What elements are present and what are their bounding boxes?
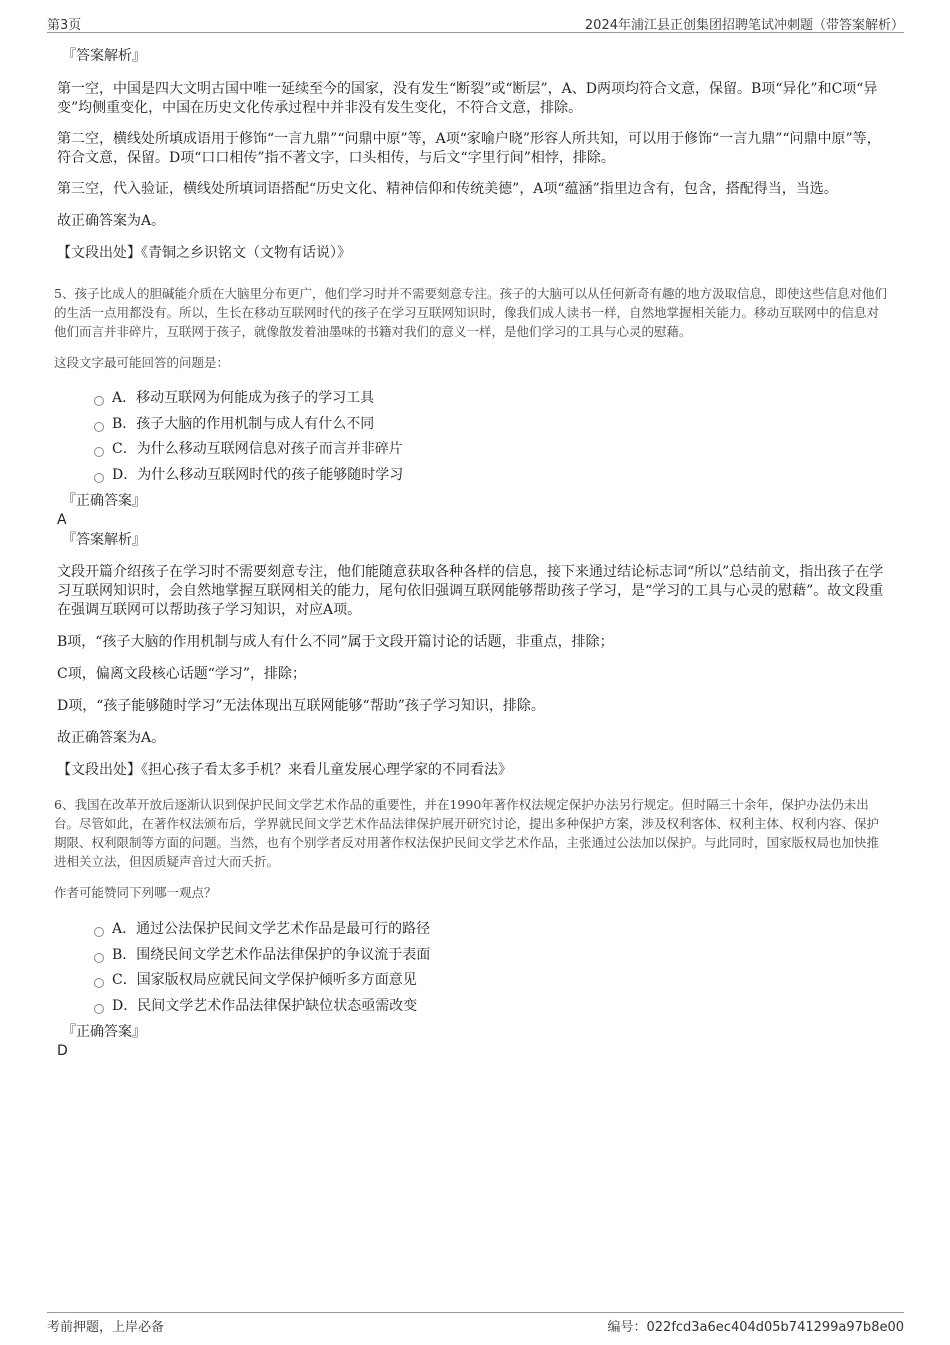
radio-icon[interactable] — [94, 1004, 104, 1014]
document-title: 2024年浦江县正创集团招聘笔试冲刺题（带答案解析） — [584, 18, 904, 33]
correct-answer-label: 『正确答案』 — [62, 1024, 146, 1040]
page-number: 第3页 — [47, 18, 82, 33]
analysis-label: 『答案解析』 — [62, 532, 146, 548]
analysis-conclusion: 故正确答案为A。 — [57, 213, 166, 229]
analysis-conclusion: 故正确答案为A。 — [57, 730, 166, 746]
option-a[interactable]: A．通过公法保护民间文学艺术作品是最可行的路径 — [54, 917, 890, 943]
analysis-paragraph: 文段开篇介绍孩子在学习时不需要刻意专注，他们能随意获取各种各样的信息，接下来通过结论标志词“所以”总结前文，指出孩子在学习互联网知识时，会自然地掌握互联网相关的能力，尾句依旧强调互联网能够帮助孩子学习，是“学习的工具与心灵的慰藉”。故文段重在强调互联网可以帮助孩子学习知识，对应A项。 — [57, 564, 884, 618]
analysis-paragraph: 第一空，中国是四大文明古国中唯一延续至今的国家，没有发生“断裂”或“断层”，A、D两项均符合文意，保留。B项“异化”和C项“异变”均侧重变化，中国在历史文化传承过程中并非没有发生变化，不符合文意，排除。 — [57, 81, 878, 116]
option-b[interactable]: B．孩子大脑的作用机制与成人有什么不同 — [54, 412, 890, 438]
option-b[interactable]: B．围绕民间文学艺术作品法律保护的争议流于表面 — [54, 943, 890, 969]
q4-analysis — [57, 46, 890, 263]
radio-icon[interactable] — [94, 473, 104, 483]
question-stem: 6、我国在改革开放后逐渐认识到保护民间文学艺术作品的重要性，并在1990年著作权法规定保护办法另行规定。但时隔三十余年，保护办法仍未出台。尽管如此，在著作权法颁布后，学界就民间文学艺术作品法律保护展开研究讨论，提出多种保护方案，涉及权利客体、权利主体、权利内容、保护期限、权利限制等方面的问题。当然，也有个别学者反对用著作权法保护民间文学艺术作品，主张通过公法加以保护。与此同时，国家版权局也加快推进相关立法，但因质疑声音过大而夭折。 — [54, 797, 880, 869]
question-prompt: 作者可能赞同下列哪一观点？ — [54, 885, 217, 900]
radio-icon[interactable] — [94, 422, 104, 432]
question-6 — [54, 795, 890, 1060]
radio-icon[interactable] — [94, 396, 104, 406]
page-header — [47, 12, 904, 33]
analysis-paragraph: B项，“孩子大脑的作用机制与成人有什么不同”属于文段开篇讨论的话题，非重点，排除； — [57, 634, 614, 650]
radio-icon[interactable] — [94, 927, 104, 937]
question-5 — [54, 284, 890, 780]
option-c[interactable]: C．国家版权局应就民间文学保护倾听多方面意见 — [54, 968, 890, 994]
option-c[interactable]: C．为什么移动互联网信息对孩子而言并非碎片 — [54, 437, 890, 463]
source-citation: 【文段出处】《青铜之乡识铭文（文物有话说）》 — [57, 245, 351, 261]
question-stem: 5、孩子比成人的胆碱能介质在大脑里分布更广，他们学习时并不需要刻意专注。孩子的大脑可以从任何新奇有趣的地方汲取信息，即使这些信息对他们的生活一点用都没有。所以，生长在移动互联网时代的孩子在学习互联网知识时，像我们成人读书一样，自然地掌握相关能力。移动互联网中的信息对他们而言并非碎片，互联网于孩子，就像散发着油墨味的书籍对我们的意义一样，是他们学习的工具与心灵的慰藉。 — [54, 286, 887, 339]
analysis-label: 『答案解析』 — [62, 48, 146, 64]
document-id: 编号：022fcd3a6ec404d05b741299a97b8e00 — [607, 1320, 904, 1335]
radio-icon[interactable] — [94, 953, 104, 963]
option-list — [54, 917, 890, 1019]
page-content — [54, 46, 890, 1060]
radio-icon[interactable] — [94, 447, 104, 457]
question-prompt: 这段文字最可能回答的问题是： — [54, 355, 230, 370]
page-footer — [47, 1312, 904, 1335]
option-a[interactable]: A．移动互联网为何能成为孩子的学习工具 — [54, 386, 890, 412]
analysis-paragraph: D项，“孩子能够随时学习”无法体现出互联网能够“帮助”孩子学习知识，排除。 — [57, 698, 545, 714]
option-d[interactable]: D．为什么移动互联网时代的孩子能够随时学习 — [54, 463, 890, 489]
correct-answer: D — [57, 1043, 68, 1059]
analysis-paragraph: C项，偏离文段核心话题“学习”，排除； — [57, 666, 307, 682]
correct-answer: A — [57, 512, 67, 528]
option-list — [54, 386, 890, 488]
option-d[interactable]: D．民间文学艺术作品法律保护缺位状态亟需改变 — [54, 994, 890, 1020]
radio-icon[interactable] — [94, 978, 104, 988]
correct-answer-label: 『正确答案』 — [62, 493, 146, 509]
analysis-paragraph: 第三空，代入验证，横线处所填词语搭配“历史文化、精神信仰和传统美德”，A项“蕴涵”指里边含有，包含，搭配得当，当选。 — [57, 181, 838, 197]
analysis-paragraph: 第二空，横线处所填成语用于修饰“一言九鼎”“问鼎中原”等，A项“家喻户晓”形容人所共知，可以用于修饰“一言九鼎”“问鼎中原”等，符合文意，保留。D项“口口相传”指不著文字，口头相传，与后文“字里行间”相悖，排除。 — [57, 131, 881, 166]
source-citation: 【文段出处】《担心孩子看太多手机？来看儿童发展心理学家的不同看法》 — [57, 762, 512, 778]
footer-slogan: 考前押题，上岸必备 — [47, 1320, 165, 1335]
